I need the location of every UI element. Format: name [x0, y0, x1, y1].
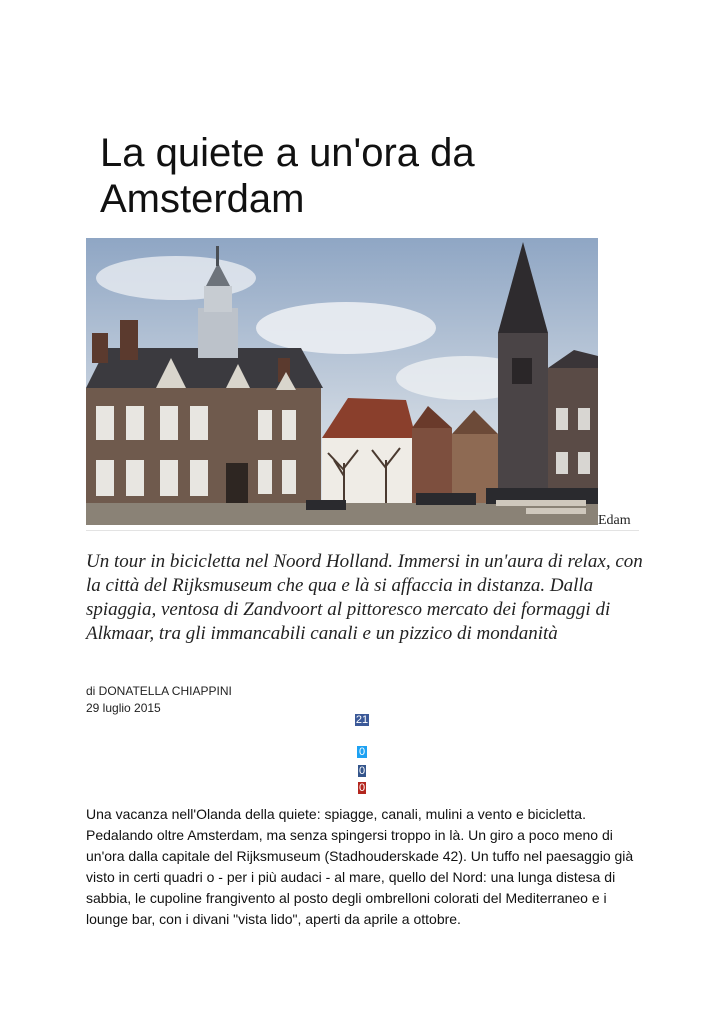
image-caption: Edam	[598, 513, 631, 528]
linkedin-share-count[interactable]: 0	[358, 765, 366, 777]
article-body: Una vacanza nell'Olanda della quiete: spiagge, canali, mulini a vento e bicicletta. Pedalando oltre Amsterdam, ma senza spingersi troppo in là. Un giro a poco meno di un'ora dalla capitale del Rijksmuseum (Stadhouderskade 42). Un tuffo nel paesaggio già visto in certi quadri o - per i più audaci - al mare, quello del Nord: una lunga distesa di sabbia, le cupoline frangivento al posto degli ombrelloni colorati del Mediterraneo e i lounge bar, con i divani "vista lido", aperti da aprile a ottobre.	[86, 806, 634, 927]
article-photo	[86, 238, 598, 525]
author-byline: di DONATELLA CHIAPPINI	[86, 684, 232, 698]
google-share-count[interactable]: 0	[358, 782, 366, 794]
article-subtitle: Un tour in bicicletta nel Noord Holland. Immersi in un'aura di relax, con la città del Rijksmuseum che qua e là si affaccia in distanza. Dalla spiaggia, ventosa di Zandvoort al pittoresco mercato dei formaggi di Alkmaar, tra gli immancabili canali e un pizzico di mondanità	[86, 551, 643, 644]
article-title: La quiete a un'ora da Amsterdam	[100, 131, 475, 221]
twitter-share-count[interactable]: 0	[358, 746, 366, 758]
facebook-share-count[interactable]: 21	[355, 714, 369, 726]
caption-divider	[86, 530, 639, 531]
publish-date: 29 luglio 2015	[86, 701, 161, 715]
